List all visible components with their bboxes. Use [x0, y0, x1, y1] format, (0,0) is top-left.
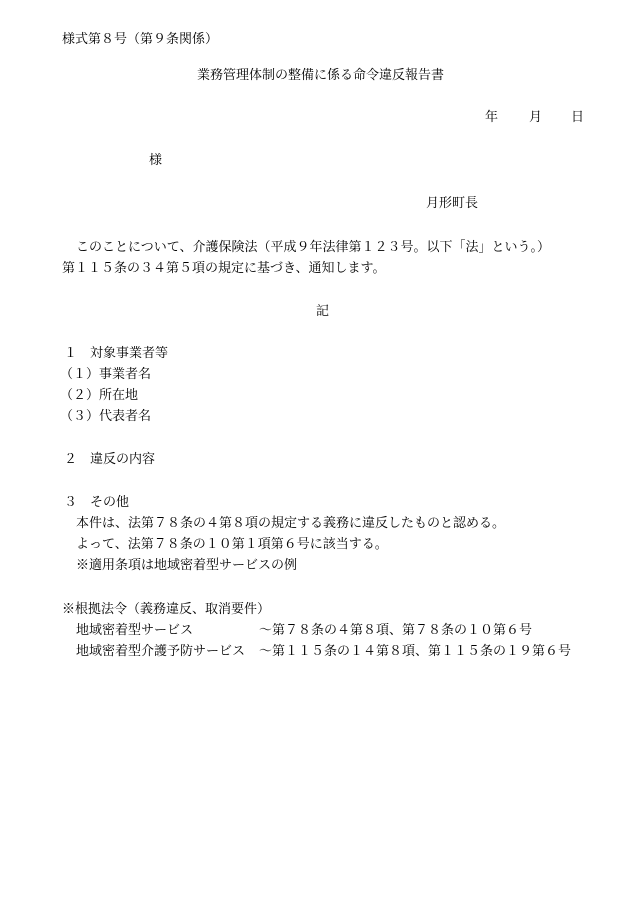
body-line-1: このことについて、介護保険法（平成９年法律第１２３号。以下「法」という。） [76, 240, 550, 255]
date-month: 月 [529, 110, 543, 125]
ki-heading: 記 [316, 304, 330, 319]
sender-name: 月形町長 [426, 196, 479, 211]
basis-articles-2: ～第１１５条の１４第８項、第１１５条の１９第６号 [259, 644, 572, 659]
basis-service-1: 地域密着型サービス [76, 623, 194, 638]
basis-articles-1: ～第７８条の４第８項、第７８条の１０第６号 [259, 623, 533, 638]
date-day: 日 [571, 110, 585, 125]
section-3-heading: ３ その他 [64, 495, 130, 510]
section-3-line: ※適用条項は地域密着型サービスの例 [76, 558, 298, 573]
section-1-heading: １ 対象事業者等 [64, 346, 169, 361]
section-1-item: （３）代表者名 [60, 409, 152, 424]
section-2-heading: ２ 違反の内容 [64, 452, 156, 467]
section-1-item: （１）事業者名 [60, 367, 152, 382]
basis-heading: ※根拠法令（義務違反、取消要件） [62, 602, 271, 617]
section-3-line: よって、法第７８条の１０第１項第６号に該当する。 [76, 537, 388, 552]
form-number: 様式第８号（第９条関係） [62, 32, 219, 47]
addressee-suffix: 様 [149, 153, 163, 168]
basis-service-2: 地域密着型介護予防サービス [76, 644, 246, 659]
date-year: 年 [485, 110, 499, 125]
section-1-item: （２）所在地 [60, 388, 139, 403]
document-title: 業務管理体制の整備に係る命令違反報告書 [197, 68, 445, 83]
section-3-line: 本件は、法第７８条の４第８項の規定する義務に違反したものと認める。 [76, 516, 506, 531]
body-line-2: 第１１５条の３４第５項の規定に基づき、通知します。 [62, 261, 386, 276]
